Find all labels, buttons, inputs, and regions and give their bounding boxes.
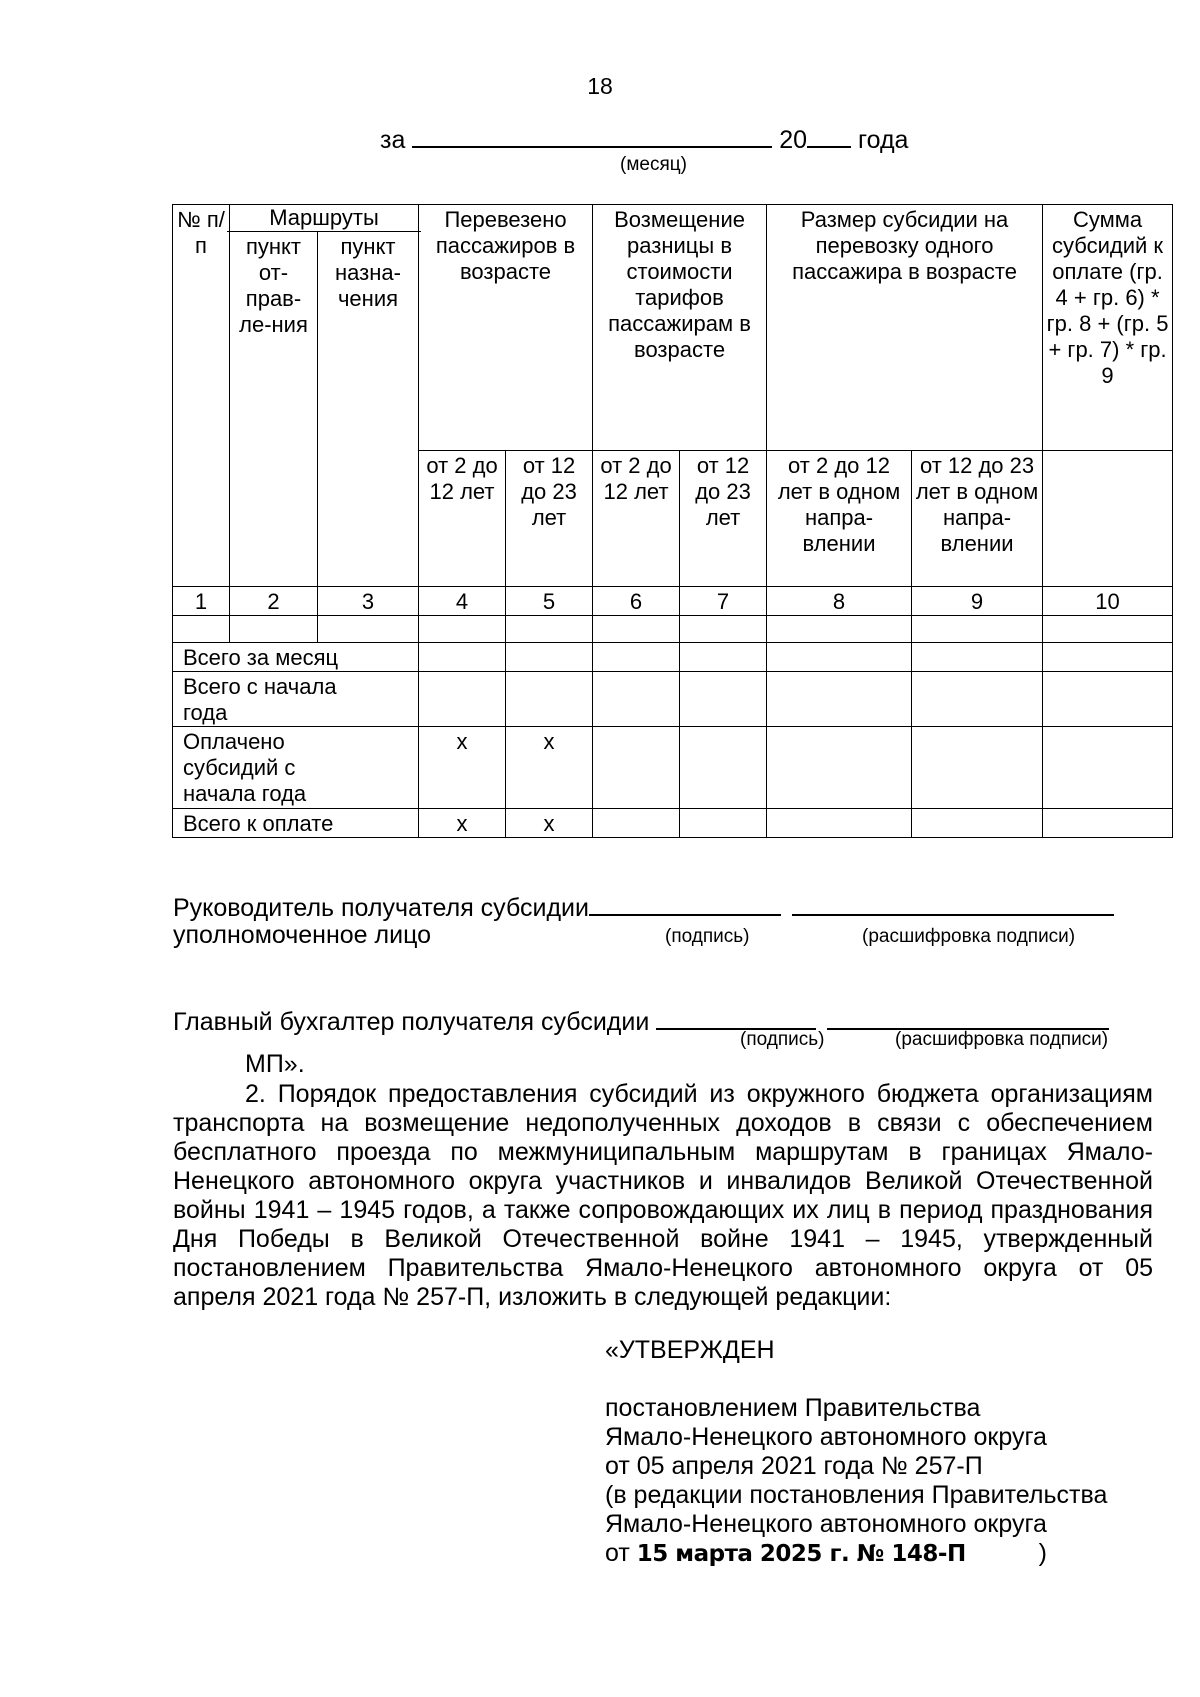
approval-line: Ямало-Ненецкого автономного округа	[605, 1510, 1047, 1538]
table-cell	[419, 642, 506, 671]
row-label-total-month: Всего за месяц	[173, 642, 419, 671]
period-prefix: за	[380, 126, 406, 154]
table-cell	[767, 671, 912, 726]
header-col6-age: от 2 до 12 лет	[593, 450, 680, 586]
head-decode-note: (расшифровка подписи)	[862, 926, 1076, 947]
table-cell	[593, 642, 680, 671]
header-col8-age: от 2 до 12 лет в одном напра-влении	[767, 450, 912, 586]
approval-date-prefix: от	[605, 1539, 630, 1567]
table-cell	[767, 642, 912, 671]
table-cell	[1043, 615, 1173, 642]
amendment-paragraph-text: 2. Порядок предоставления субсидий из окружного бюджета организациям транспорта на возмещение недополученных доходов в связи с обеспечением бесплатного проезда по межмуниципальным маршрутам в границах Ямало-Ненецкого автономного округа участников и инвалидов Великой Отечественной войны 1941 – 1945 годов, а также сопровождающих их лиц в период празднования Дня Победы в Великой Отечественной войне 1941 – 1945, утвержденный постановлением Правительства Ямало-Ненецкого автономного округа от 05 апреля 2021 года № 257-П, изложить в следующей редакции:	[173, 1080, 1153, 1311]
table-cell	[506, 615, 593, 642]
table-cell	[680, 671, 767, 726]
table-row-empty	[173, 615, 1173, 642]
month-note: (месяц)	[620, 154, 687, 175]
column-number: 6	[593, 586, 680, 615]
year-blank	[807, 124, 851, 148]
table-cell	[680, 726, 767, 808]
cross-mark: х	[506, 808, 593, 837]
header-col7-age: от 12 до 23 лет	[680, 450, 767, 586]
approval-title: «УТВЕРЖДЕН	[605, 1336, 775, 1364]
row-label-paid: Оплачено субсидий с начала года	[173, 726, 419, 808]
head-title-line2: уполномоченное лицо	[173, 921, 432, 949]
table-cell	[506, 671, 593, 726]
table-cell	[1043, 726, 1173, 808]
page-number: 18	[587, 73, 613, 99]
column-number: 3	[318, 586, 419, 615]
row-label-to-pay: Всего к оплате	[173, 808, 419, 837]
table-row-paid	[173, 726, 1173, 808]
table-row-total-month	[173, 642, 1173, 671]
table-cell	[1043, 808, 1173, 837]
column-number: 1	[173, 586, 230, 615]
table-cell	[173, 615, 230, 642]
table-cell	[1043, 671, 1173, 726]
head-signature-line	[173, 892, 1114, 923]
column-number: 5	[506, 586, 593, 615]
table-cell	[680, 808, 767, 837]
table-cell	[680, 615, 767, 642]
table-cell	[593, 671, 680, 726]
amendment-paragraph	[173, 1080, 1153, 1312]
table-cell	[912, 615, 1043, 642]
year-suffix: года	[858, 126, 909, 154]
cross-mark: х	[506, 726, 593, 808]
table-cell	[419, 671, 506, 726]
header-col10-empty	[1043, 450, 1173, 586]
header-routes	[230, 205, 419, 233]
cross-mark: х	[419, 726, 506, 808]
table-cell	[506, 642, 593, 671]
table-cell	[912, 642, 1043, 671]
accountant-sign-note: (подпись)	[740, 1029, 825, 1050]
table-cell	[912, 726, 1043, 808]
table-row-to-pay	[173, 808, 1173, 837]
period-line	[380, 124, 908, 155]
table-cell	[912, 808, 1043, 837]
subsidy-report-table	[172, 204, 1173, 838]
column-number: 8	[767, 586, 912, 615]
approval-line: постановлением Правительства	[605, 1394, 981, 1422]
table-cell	[593, 808, 680, 837]
month-blank	[412, 124, 772, 148]
table-cell	[230, 615, 318, 642]
table-cell	[318, 615, 419, 642]
head-sign-blank	[589, 892, 781, 916]
header-col5-age: от 12 до 23 лет	[506, 450, 593, 586]
table-cell	[593, 615, 680, 642]
header-departure: пункт от-прав-ле-ния	[230, 232, 318, 586]
accountant-title: Главный бухгалтер получателя субсидии	[173, 1008, 650, 1036]
approval-line-date	[605, 1539, 1107, 1569]
header-col4-age: от 2 до 12 лет	[419, 450, 506, 586]
head-sign-note: (подпись)	[665, 926, 750, 947]
table-cell	[680, 642, 767, 671]
header-subsidy-size: Размер субсидии на перевозку одного пассажира в возрасте	[767, 205, 1043, 451]
table-cell	[767, 726, 912, 808]
column-number: 4	[419, 586, 506, 615]
column-number: 7	[680, 586, 767, 615]
column-number: 2	[230, 586, 318, 615]
header-num: № п/п	[173, 205, 230, 587]
table-cell	[767, 615, 912, 642]
header-transported: Перевезено пассажиров в возрасте	[419, 205, 593, 451]
table-cell	[593, 726, 680, 808]
table-cell	[419, 615, 506, 642]
approval-block	[605, 1336, 1107, 1569]
table-cell	[912, 671, 1043, 726]
head-decode-blank	[792, 892, 1114, 916]
table-cell	[767, 808, 912, 837]
head-title: Руководитель получателя субсидии	[173, 894, 589, 922]
row-label-total-year: Всего с начала года	[173, 671, 419, 726]
cross-mark: х	[419, 808, 506, 837]
header-subsidy-sum: Сумма субсидий к оплате (гр. 4 + гр. 6) * гр. 8 + (гр. 5 + гр. 7) * гр. 9	[1043, 205, 1173, 451]
header-compensation: Возмещение разницы в стоимости тарифов пассажирам в возрасте	[593, 205, 767, 451]
year-prefix: 20	[779, 126, 808, 154]
accountant-decode-note: (расшифровка подписи)	[895, 1029, 1109, 1050]
approval-line: (в редакции постановления Правительства	[605, 1481, 1108, 1509]
approval-date-suffix: )	[1038, 1539, 1047, 1567]
column-number: 9	[912, 586, 1043, 615]
header-routes-label: Маршруты	[227, 205, 421, 232]
accountant-decode-blank	[827, 1006, 1109, 1030]
header-col9-age: от 12 до 23 лет в одном напра-влении	[912, 450, 1043, 586]
seal-place-mark: МП».	[245, 1050, 305, 1078]
table-row-total-year	[173, 671, 1173, 726]
column-number: 10	[1043, 586, 1173, 615]
table-cell	[1043, 642, 1173, 671]
approval-line: Ямало-Ненецкого автономного округа	[605, 1423, 1047, 1451]
header-destination: пункт назна-чения	[318, 232, 419, 586]
accountant-sign-blank	[656, 1006, 816, 1030]
approval-line: от 05 апреля 2021 года № 257-П	[605, 1452, 983, 1480]
registration-stamp: 15 марта 2025 г. № 148-П	[636, 1541, 966, 1567]
